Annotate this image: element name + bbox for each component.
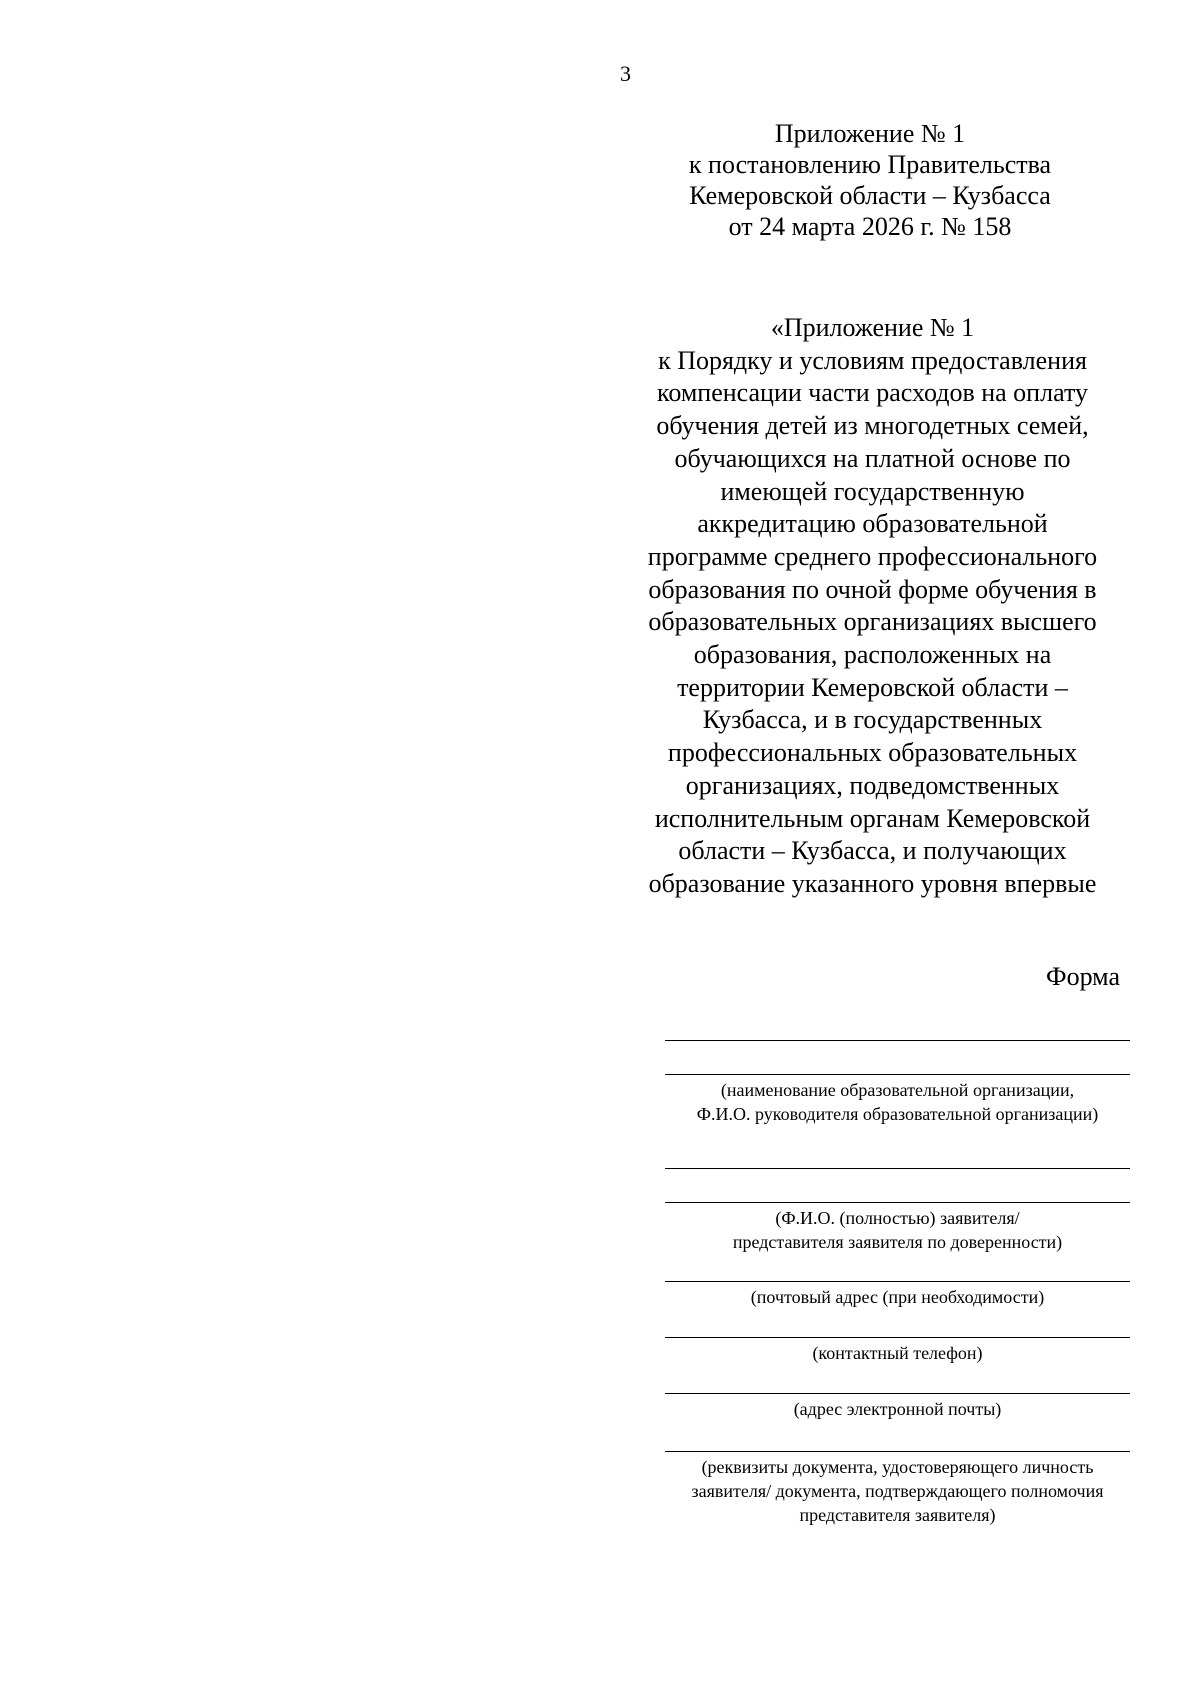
field-caption xyxy=(665,1285,1130,1309)
email-field xyxy=(665,1393,1130,1421)
blank-line[interactable] xyxy=(665,1451,1130,1452)
caption-line: (контактный телефон) xyxy=(812,1343,983,1363)
blank-line[interactable] xyxy=(665,1393,1130,1394)
postal-address-field xyxy=(665,1281,1130,1309)
appendix-line: образования, расположенных на xyxy=(693,640,1052,670)
approval-line: Приложение № 1 xyxy=(774,119,966,148)
blank-line[interactable] xyxy=(665,1202,1130,1203)
field-caption xyxy=(665,1206,1130,1254)
caption-line: (реквизиты документа, удостоверяющего личность xyxy=(701,1457,1094,1477)
approval-line: к постановлению Правительства xyxy=(688,150,1052,179)
appendix-line: аккредитацию образовательной xyxy=(697,509,1048,539)
organization-field xyxy=(665,1040,1130,1126)
appendix-line: «Приложение № 1 xyxy=(770,313,975,342)
appendix-line: образования по очной форме обучения в xyxy=(648,574,1097,604)
caption-line: (почтовый адрес (при необходимости) xyxy=(750,1287,1045,1307)
appendix-line: компенсации части расходов на оплату xyxy=(657,378,1088,408)
approval-line: Кемеровской области – Кузбасса xyxy=(689,181,1051,210)
appendix-line: области – Кузбасса, и получающих xyxy=(678,836,1067,866)
caption-line: (адрес электронной почты) xyxy=(793,1399,1002,1419)
approval-block xyxy=(620,118,1120,242)
form-label: Форма xyxy=(1046,962,1120,991)
blank-line[interactable] xyxy=(665,1281,1130,1282)
appendix-line: Кузбасса, и в государственных xyxy=(702,705,1043,735)
phone-field xyxy=(665,1337,1130,1365)
approval-line: от 24 марта 2026 г. № 158 xyxy=(728,212,1012,241)
blank-line[interactable] xyxy=(665,1168,1130,1169)
field-caption xyxy=(665,1341,1130,1365)
caption-line: представителя заявителя) xyxy=(799,1505,996,1525)
page-number: 3 xyxy=(620,61,631,86)
appendix-line: к Порядку и условиям предоставления xyxy=(658,345,1087,375)
appendix-line: профессиональных образовательных xyxy=(667,738,1078,768)
appendix-line: образование указанного уровня впервые xyxy=(648,868,1097,898)
appendix-line: организациях, подведомственных xyxy=(685,770,1060,800)
appendix-line: обучающихся на платной основе по xyxy=(674,443,1071,473)
blank-line[interactable] xyxy=(665,1337,1130,1338)
appendix-line: имеющей государственную xyxy=(720,476,1025,506)
field-caption xyxy=(665,1397,1130,1421)
caption-line: представителя заявителя по доверенности) xyxy=(732,1232,1063,1252)
caption-line: (Ф.И.О. (полностью) заявителя/ xyxy=(775,1208,1020,1228)
appendix-block xyxy=(625,312,1120,901)
appendix-line: обучения детей из многодетных семей, xyxy=(656,411,1089,441)
blank-line[interactable] xyxy=(665,1074,1130,1075)
field-caption xyxy=(665,1078,1130,1126)
appendix-line: исполнительным органам Кемеровской xyxy=(654,803,1091,833)
appendix-line: территории Кемеровской области – xyxy=(677,672,1068,702)
caption-line: Ф.И.О. руководителя образовательной организации) xyxy=(696,1104,1099,1124)
field-caption xyxy=(665,1455,1130,1527)
caption-line: (наименование образовательной организации, xyxy=(720,1080,1075,1100)
blank-line[interactable] xyxy=(665,1040,1130,1041)
document-field xyxy=(665,1451,1130,1527)
applicant-field xyxy=(665,1168,1130,1254)
appendix-line: образовательных организациях высшего xyxy=(648,607,1097,637)
appendix-line: программе среднего профессионального xyxy=(647,541,1098,571)
caption-line: заявителя/ документа, подтверждающего полномочия xyxy=(691,1481,1104,1501)
